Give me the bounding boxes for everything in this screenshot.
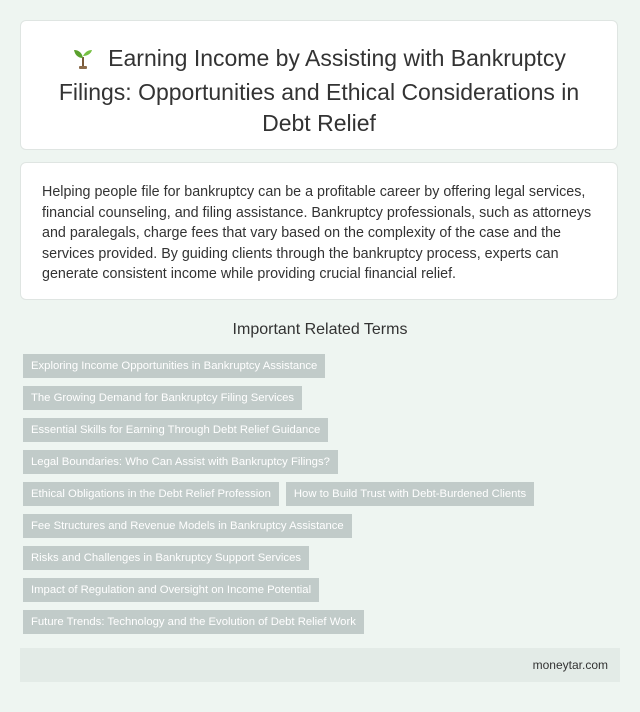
related-term-tag[interactable]: Future Trends: Technology and the Evolution of Debt Relief Work [23,610,364,634]
related-term-tag[interactable]: Fee Structures and Revenue Models in Bankruptcy Assistance [23,514,352,538]
related-term-tag[interactable]: Essential Skills for Earning Through Debt Relief Guidance [23,418,328,442]
related-terms-heading: Important Related Terms [232,321,408,338]
title-card [20,20,618,150]
related-terms-list [23,354,623,642]
related-term-tag[interactable]: The Growing Demand for Bankruptcy Filing Services [23,386,302,410]
related-term-tag[interactable]: Legal Boundaries: Who Can Assist with Bankruptcy Filings? [23,450,338,474]
sprout-icon [72,46,94,77]
related-term-tag[interactable]: Risks and Challenges in Bankruptcy Support Services [23,546,309,570]
summary-text: Helping people file for bankruptcy can be a profitable career by offering legal services, financial counseling, and filing assistance. Bankruptcy professionals, such as attorneys and paralegals, charge fees that vary based on the complexity of the case and the services provided. By guiding clients through the bankruptcy process, experts can generate consistent income while providing crucial financial relief. [42,184,592,282]
footer-site-link[interactable]: moneytar.com [532,658,608,672]
page-title-text: Earning Income by Assisting with Bankruptcy Filings: Opportunities and Ethical Considerations in Debt Relief [58,45,580,136]
related-term-tag[interactable]: Exploring Income Opportunities in Bankruptcy Assistance [23,354,325,378]
related-term-tag[interactable]: How to Build Trust with Debt-Burdened Clients [286,482,534,506]
related-term-tag[interactable]: Ethical Obligations in the Debt Relief Profession [23,482,279,506]
page-title [21,21,617,139]
summary-card [20,162,618,300]
related-term-tag[interactable]: Impact of Regulation and Oversight on Income Potential [23,578,319,602]
footer [20,648,620,682]
